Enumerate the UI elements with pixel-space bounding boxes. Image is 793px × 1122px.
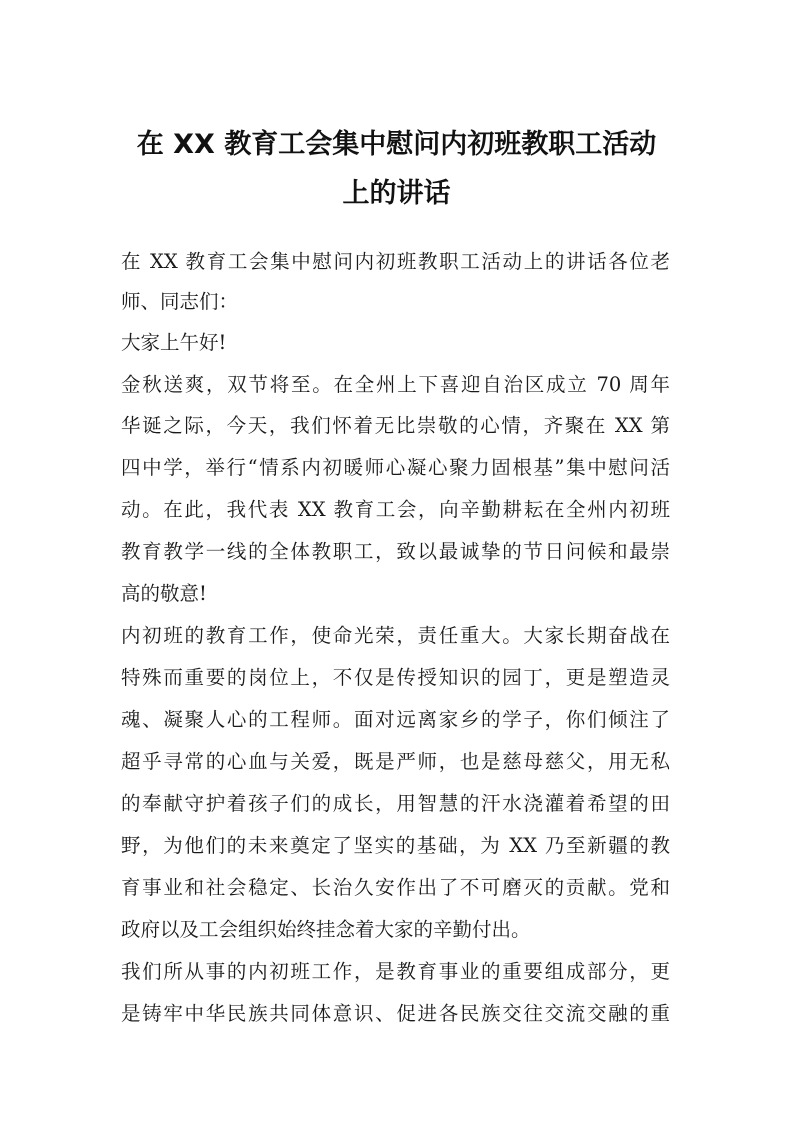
body-text-line: 野，为他们的未来奠定了坚实的基础，为 XX 乃至新疆的教 bbox=[121, 834, 670, 857]
body-text-line: 特殊而重要的岗位上，不仅是传授知识的园丁，更是塑造灵 bbox=[121, 666, 670, 689]
body-text-line: 华诞之际，今天，我们怀着无比崇敬的心情，齐聚在 XX 第 bbox=[121, 414, 670, 437]
body-text-line: 教育教学一线的全体教职工，致以最诚挚的节日问候和最崇 bbox=[121, 540, 670, 563]
body-text-line: 大家上午好! bbox=[121, 331, 227, 354]
body-text-line: 政府以及工会组织始终挂念着大家的辛勤付出。 bbox=[121, 918, 531, 941]
body-text-line: 的奉献守护着孩子们的成长，用智慧的汗水浇灌着希望的田 bbox=[121, 792, 670, 815]
body-text-line: 是铸牢中华民族共同体意识、促进各民族交往交流交融的重 bbox=[121, 1002, 670, 1025]
body-text-line: 在 XX 教育工会集中慰问内初班教职工活动上的讲话各位老 bbox=[121, 250, 670, 273]
body-text-line: 超乎寻常的心血与关爱，既是严师，也是慈母慈父，用无私 bbox=[121, 750, 670, 773]
body-text-line: 师、同志们： bbox=[121, 290, 239, 313]
body-text-line: 内初班的教育工作，使命光荣，责任重大。大家长期奋战在 bbox=[121, 624, 670, 647]
body-text-line: 高的敬意! bbox=[121, 582, 207, 605]
body-text-line: 四中学，举行“情系内初暖师心凝心聚力固根基”集中慰问活 bbox=[121, 456, 670, 479]
document-title-line-2: 上的讲话 bbox=[342, 178, 451, 209]
body-text-line: 魂、凝聚人心的工程师。面对远离家乡的学子，你们倾注了 bbox=[121, 708, 670, 731]
body-text-line: 金秋送爽，双节将至。在全州上下喜迎自治区成立 70 周年 bbox=[121, 373, 670, 396]
body-text-line: 我们所从事的内初班工作，是教育事业的重要组成部分，更 bbox=[121, 960, 670, 983]
body-text-line: 育事业和社会稳定、长治久安作出了不可磨灭的贡献。党和 bbox=[121, 876, 670, 899]
body-text-line: 动。在此，我代表 XX 教育工会，向辛勤耕耘在全州内初班 bbox=[121, 498, 670, 521]
document-title-line-1: 在 XX 教育工会集中慰问内初班教职工活动 bbox=[136, 129, 657, 160]
